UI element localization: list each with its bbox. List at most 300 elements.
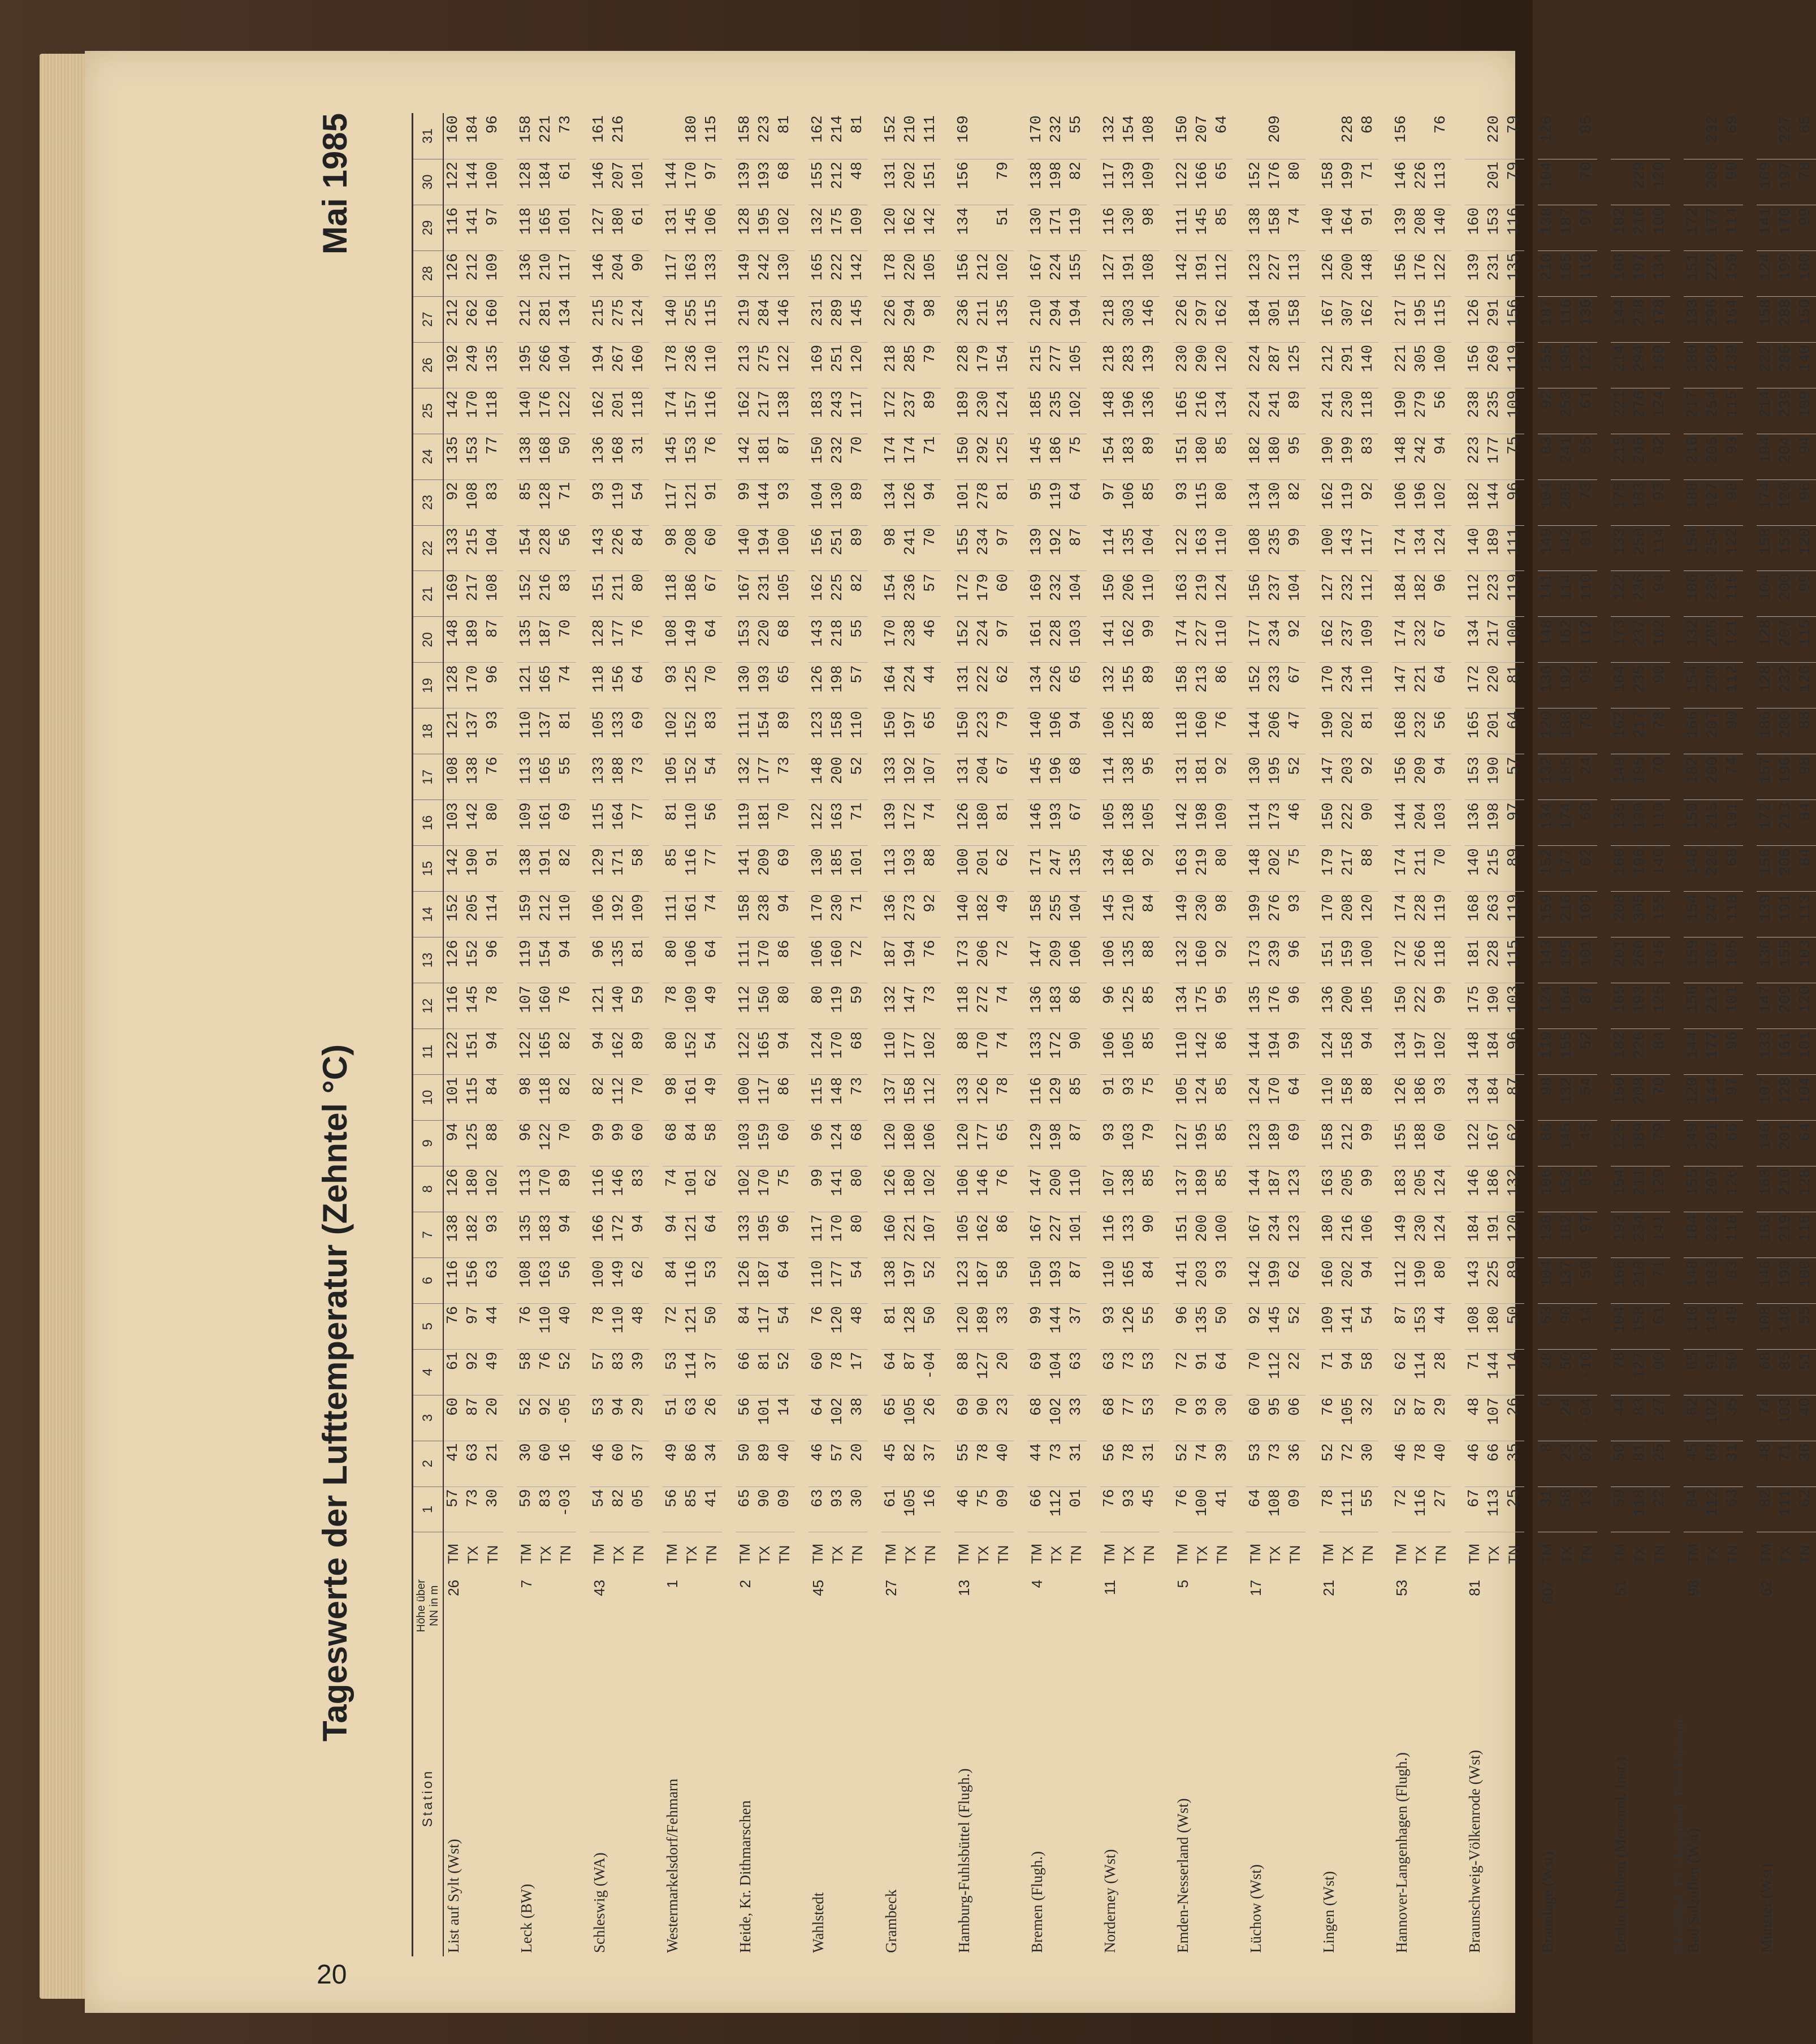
temperature-cell: 96: [1504, 479, 1524, 525]
temperature-cell: 151: [1173, 1212, 1193, 1257]
station-name: [483, 1640, 503, 1956]
day-header: 16: [413, 800, 444, 846]
temperature-cell: -04: [1577, 1395, 1597, 1441]
temperature-cell: 177: [1703, 205, 1723, 250]
temperature-cell: 65: [736, 1486, 755, 1532]
temperature-cell: 223: [755, 113, 775, 159]
temperature-cell: 180: [974, 800, 994, 846]
station-name: [1631, 1640, 1650, 1956]
temperature-cell: 94: [1796, 434, 1816, 479]
temperature-cell: 109: [848, 205, 868, 250]
temperature-cell: 165: [1120, 1257, 1140, 1303]
temperature-cell: 219: [1776, 1212, 1796, 1257]
temperature-cell: 224: [1246, 388, 1266, 434]
row-spacer: [1233, 113, 1246, 1956]
temperature-cell: 98: [881, 525, 901, 571]
temperature-cell: 81: [848, 113, 868, 159]
temperature-cell: 120: [1359, 892, 1378, 937]
station-altitude: [775, 1572, 795, 1640]
temperature-cell: 55: [1796, 1303, 1816, 1349]
temperature-cell: 81: [994, 800, 1014, 846]
value-kind: TM: [1102, 1543, 1118, 1564]
temperature-cell: 107: [1485, 1395, 1504, 1441]
row-spacer: [1743, 113, 1757, 1956]
temperature-cell: 131: [954, 663, 974, 708]
temperature-cell: 227: [1266, 250, 1286, 296]
temperature-cell: 199: [1339, 434, 1359, 479]
station-altitude: [556, 1572, 576, 1640]
temperature-cell: 221: [1412, 663, 1432, 708]
temperature-cell: 65: [775, 663, 795, 708]
temperature-cell: 194: [1757, 434, 1776, 479]
station-altitude: [1120, 1572, 1140, 1640]
station-altitude: 4: [1028, 1580, 1045, 1588]
temperature-cell: 102: [828, 1395, 848, 1441]
temperature-cell: 209: [755, 846, 775, 892]
temperature-cell: 46: [1286, 800, 1305, 846]
temperature-cell: 263: [1485, 892, 1504, 937]
table-row: [1359, 113, 1378, 1956]
temperature-cell: 237: [1339, 617, 1359, 663]
temperature-cell: 201: [1776, 1120, 1796, 1166]
temperature-cell: 140: [517, 388, 537, 434]
temperature-cell: 49: [663, 1441, 682, 1486]
temperature-cell: 212: [1703, 983, 1723, 1029]
value-kind: TN: [923, 1545, 939, 1564]
station-name: [1650, 1640, 1670, 1956]
temperature-cell: 174: [663, 388, 682, 434]
temperature-cell: 163: [828, 800, 848, 846]
day-header: 10: [413, 1074, 444, 1120]
temperature-cell: 175: [828, 205, 848, 250]
temperature-cell: 223: [1465, 434, 1485, 479]
temperature-cell: 228: [537, 525, 556, 571]
temperature-cell: 169: [1027, 571, 1047, 617]
temperature-cell: 30: [1213, 1395, 1233, 1441]
station-altitude: [1266, 1572, 1286, 1640]
temperature-cell: 106: [682, 937, 702, 983]
temperature-cell: 160: [483, 296, 503, 342]
temperature-cell: 105: [663, 754, 682, 800]
temperature-cell: 158: [736, 113, 755, 159]
temperature-cell: 133: [1757, 1029, 1776, 1075]
temperature-cell: 141: [1650, 1212, 1670, 1257]
station-altitude: [629, 1572, 649, 1640]
temperature-cell: 156: [1392, 113, 1412, 159]
temperature-cell: 124: [1193, 1074, 1213, 1120]
temperature-cell: 118: [483, 388, 503, 434]
temperature-cell: 70: [1577, 159, 1597, 205]
temperature-cell: 79: [994, 159, 1014, 205]
temperature-cell: 73: [1577, 479, 1597, 525]
day-header: 28: [413, 250, 444, 296]
temperature-cell: 217: [1392, 296, 1412, 342]
value-kind: TM: [1394, 1543, 1409, 1564]
temperature-cell: 74: [556, 663, 576, 708]
temperature-cell: 204: [609, 250, 629, 296]
temperature-cell: 105: [1140, 800, 1160, 846]
temperature-cell: 185: [828, 846, 848, 892]
station-altitude: [609, 1572, 629, 1640]
temperature-cell: 105: [1100, 800, 1120, 846]
temperature-cell: 70: [1650, 1074, 1670, 1120]
temperature-cell: 98: [1723, 479, 1743, 525]
temperature-cell: 80: [629, 571, 649, 617]
temperature-cell: 281: [537, 296, 556, 342]
temperature-cell: 88: [1140, 708, 1160, 754]
temperature-cell: 165: [1611, 983, 1631, 1029]
day-header: 22: [413, 525, 444, 571]
temperature-cell: 211: [609, 571, 629, 617]
temperature-cell: 145: [663, 434, 682, 479]
temperature-cell: 138: [1027, 159, 1047, 205]
table-row: [1319, 113, 1339, 1956]
temperature-cell: 103: [1504, 983, 1524, 1029]
temperature-cell: 40: [775, 1441, 795, 1486]
temperature-cell: 197: [901, 708, 921, 754]
temperature-cell: 119: [517, 937, 537, 983]
temperature-cell: 111: [736, 937, 755, 983]
station-altitude: [994, 1572, 1014, 1640]
temperature-cell: 154: [1100, 434, 1120, 479]
temperature-cell: 222: [1703, 1212, 1723, 1257]
temperature-cell: 152: [1558, 1166, 1577, 1212]
temperature-cell: 217: [1339, 846, 1359, 892]
temperature-cell: 02: [1577, 1441, 1597, 1486]
temperature-cell: [1684, 113, 1703, 159]
station-altitude: 5: [1174, 1580, 1191, 1588]
temperature-cell: 124: [808, 1029, 828, 1075]
station-name: [974, 1640, 994, 1956]
temperature-cell: 64: [702, 617, 722, 663]
temperature-cell: 55: [1359, 1486, 1378, 1532]
temperature-cell: 112: [736, 983, 755, 1029]
temperature-cell: 75: [1067, 434, 1087, 479]
temperature-cell: 80: [848, 1212, 868, 1257]
temperature-cell: 187: [1538, 296, 1558, 342]
temperature-cell: 105: [590, 708, 609, 754]
temperature-cell: 177: [1558, 846, 1577, 892]
temperature-cell: 212: [517, 296, 537, 342]
temperature-cell: 62: [1504, 1120, 1524, 1166]
temperature-cell: 124: [1432, 1212, 1451, 1257]
temperature-cell: 124: [1246, 1074, 1266, 1120]
temperature-cell: 84: [1650, 1029, 1670, 1075]
temperature-cell: 136: [1465, 800, 1485, 846]
temperature-cell: 163: [537, 1257, 556, 1303]
temperature-cell: 88: [1140, 937, 1160, 983]
temperature-cell: 84: [1684, 1486, 1703, 1532]
temperature-cell: 115: [1432, 296, 1451, 342]
temperature-cell: [1412, 113, 1432, 159]
temperature-cell: 142: [1558, 525, 1577, 571]
temperature-cell: 144: [1485, 1349, 1504, 1395]
temperature-cell: 102: [775, 205, 795, 250]
temperature-cell: 105: [901, 1395, 921, 1441]
temperature-cell: 117: [1100, 159, 1120, 205]
temperature-cell: 83: [1723, 1257, 1743, 1303]
temperature-cell: 56: [556, 1257, 576, 1303]
temperature-cell: 71: [848, 892, 868, 937]
temperature-cell: 142: [1193, 1029, 1213, 1075]
temperature-cell: 104: [1067, 571, 1087, 617]
station-name: [1286, 1640, 1305, 1956]
station-name: [901, 1640, 921, 1956]
temperature-cell: 195: [755, 1212, 775, 1257]
temperature-cell: 140: [1650, 846, 1670, 892]
temperature-cell: 113: [881, 846, 901, 892]
temperature-cell: 89: [1504, 1257, 1524, 1303]
temperature-cell: 116: [1100, 1212, 1120, 1257]
temperature-cell: 44: [1027, 1441, 1047, 1486]
temperature-cell: 174: [1392, 892, 1412, 937]
temperature-cell: -10: [1577, 1349, 1597, 1395]
temperature-cell: 59: [517, 1486, 537, 1532]
temperature-cell: 121: [682, 1303, 702, 1349]
temperature-cell: 224: [1047, 250, 1067, 296]
temperature-cell: 133: [1684, 296, 1703, 342]
temperature-cell: 76: [1319, 1395, 1339, 1441]
temperature-cell: 158: [517, 113, 537, 159]
temperature-cell: 116: [1577, 250, 1597, 296]
temperature-cell: 56: [702, 800, 722, 846]
temperature-cell: 123: [808, 708, 828, 754]
temperature-cell: 214: [828, 113, 848, 159]
temperature-cell: 101: [1067, 1212, 1087, 1257]
temperature-cell: 148: [1684, 1257, 1703, 1303]
table-row: [464, 113, 483, 1956]
temperature-cell: 134: [1173, 983, 1193, 1029]
temperature-cell: 184: [537, 159, 556, 205]
temperature-cell: 116: [682, 846, 702, 892]
temperature-cell: 160: [1465, 205, 1485, 250]
temperature-cell: 102: [483, 1166, 503, 1212]
temperature-cell: 255: [1047, 892, 1067, 937]
temperature-cell: 39: [629, 1349, 649, 1395]
table-row: [1558, 113, 1577, 1956]
temperature-cell: 232: [1703, 113, 1723, 159]
temperature-cell: 60: [443, 1395, 464, 1441]
temperature-cell: 97: [464, 1303, 483, 1349]
temperature-cell: 117: [1359, 525, 1378, 571]
temperature-cell: 99: [1286, 1029, 1305, 1075]
temperature-cell: 221: [1611, 388, 1631, 434]
temperature-cell: 183: [537, 1212, 556, 1257]
altitude-header: Höhe über NN in m: [413, 1572, 444, 1640]
temperature-cell: 133: [590, 754, 609, 800]
temperature-cell: 125: [1650, 983, 1670, 1029]
temperature-cell: 184: [1246, 296, 1266, 342]
temperature-cell: 143: [590, 525, 609, 571]
temperature-cell: 117: [663, 479, 682, 525]
temperature-cell: 226: [1047, 663, 1067, 708]
row-spacer: [649, 113, 663, 1956]
temperature-cell: 145: [1193, 205, 1213, 250]
temperature-cell: 209: [1412, 754, 1432, 800]
temperature-cell: 97: [994, 525, 1014, 571]
row-spacer: [503, 113, 517, 1956]
value-kind: TX: [1632, 1546, 1648, 1564]
temperature-cell: 144: [1703, 1074, 1723, 1120]
temperature-cell: 85: [1213, 1120, 1233, 1166]
temperature-cell: 93: [1100, 1120, 1120, 1166]
temperature-cell: 83: [537, 1486, 556, 1532]
temperature-cell: 108: [663, 617, 682, 663]
temperature-cell: 216: [1684, 434, 1703, 479]
temperature-cell: 220: [1485, 663, 1504, 708]
temperature-cell: 170: [1266, 1074, 1286, 1120]
temperature-cell: 204: [974, 754, 994, 800]
temperature-cell: 106: [808, 937, 828, 983]
temperature-cell: 70: [1246, 1349, 1266, 1395]
temperature-cell: 103: [1432, 800, 1451, 846]
station-altitude: 7: [518, 1580, 535, 1588]
temperature-cell: 82: [1286, 479, 1305, 525]
temperature-cell: 69: [1723, 113, 1743, 159]
temperature-cell: 72: [1173, 1349, 1193, 1395]
temperature-cell: 237: [1266, 571, 1286, 617]
temperature-cell: 78: [1120, 1441, 1140, 1486]
day-header: 24: [413, 434, 444, 479]
temperature-cell: 55: [556, 754, 576, 800]
temperature-cell: 130: [828, 479, 848, 525]
temperature-cell: 94: [1359, 1257, 1378, 1303]
temperature-cell: 218: [1100, 296, 1120, 342]
temperature-cell: 93: [663, 663, 682, 708]
row-spacer: [1087, 113, 1100, 1956]
temperature-cell: 165: [1173, 388, 1193, 434]
station-name: [464, 1640, 483, 1956]
temperature-cell: 122: [517, 1029, 537, 1075]
temperature-cell: 57: [921, 571, 941, 617]
temperature-cell: 195: [517, 342, 537, 388]
temperature-cell: 110: [1100, 1257, 1120, 1303]
station-altitude: [1339, 1572, 1359, 1640]
table-row: [702, 113, 722, 1956]
temperature-cell: 121: [517, 663, 537, 708]
temperature-cell: 175: [1193, 983, 1213, 1029]
temperature-cell: 193: [755, 159, 775, 205]
temperature-cell: 276: [1631, 388, 1650, 434]
temperature-cell: 63: [1723, 1486, 1743, 1532]
temperature-cell: 92: [443, 479, 464, 525]
temperature-cell: 88: [483, 1120, 503, 1166]
temperature-cell: 211: [1631, 1166, 1650, 1212]
temperature-cell: 111: [1504, 525, 1524, 571]
temperature-cell: 195: [1193, 1120, 1213, 1166]
temperature-cell: 58: [517, 1349, 537, 1395]
temperature-cell: 122: [775, 342, 795, 388]
temperature-cell: 116: [682, 1257, 702, 1303]
temperature-cell: 134: [1538, 800, 1558, 846]
temperature-cell: 6: [1538, 1395, 1558, 1441]
temperature-cell: 103: [1067, 617, 1087, 663]
temperature-cell: 166: [1611, 1257, 1631, 1303]
temperature-cell: 140: [1796, 342, 1816, 388]
temperature-cell: 57: [848, 663, 868, 708]
temperature-cell: 210: [1538, 250, 1558, 296]
temperature-cell: 234: [1339, 663, 1359, 708]
temperature-cell: 182: [1465, 479, 1485, 525]
temperature-cell: 50: [1558, 1349, 1577, 1395]
temperature-cell: 70: [921, 525, 941, 571]
value-kind: TX: [465, 1546, 481, 1564]
temperature-cell: 190: [1412, 1257, 1432, 1303]
temperature-cell: 197: [901, 1257, 921, 1303]
temperature-cell: 183: [808, 388, 828, 434]
temperature-cell: 170: [881, 617, 901, 663]
temperature-cell: 177: [974, 1120, 994, 1166]
temperature-cell: 96: [1286, 937, 1305, 983]
temperature-cell: 115: [1723, 571, 1743, 617]
temperature-cell: 222: [1757, 342, 1776, 388]
table-row: [682, 113, 702, 1956]
temperature-cell: 169: [443, 571, 464, 617]
temperature-cell: 88: [1359, 846, 1378, 892]
temperature-cell: 296: [1703, 296, 1723, 342]
table-row: [1246, 113, 1266, 1956]
temperature-cell: 130: [1027, 205, 1047, 250]
day-header: 19: [413, 663, 444, 708]
temperature-cell: 100: [1213, 1212, 1233, 1257]
value-kind: TX: [1122, 1546, 1138, 1564]
temperature-cell: 85: [663, 846, 682, 892]
temperature-cell: 98: [1796, 754, 1816, 800]
temperature-cell: 151: [590, 571, 609, 617]
temperature-cell: 76: [702, 434, 722, 479]
temperature-cell: 93: [483, 708, 503, 754]
temperature-cell: 134: [1650, 250, 1670, 296]
temperature-cell: 107: [1757, 1074, 1776, 1120]
temperature-cell: 183: [1392, 1166, 1412, 1212]
temperature-cell: 119: [828, 983, 848, 1029]
temperature-cell: 79: [994, 708, 1014, 754]
temperature-cell: 112: [1392, 1257, 1412, 1303]
temperature-cell: 163: [1193, 525, 1213, 571]
temperature-cell: 69: [954, 1395, 974, 1441]
temperature-cell: 90: [1723, 708, 1743, 754]
temperature-cell: 120: [954, 1303, 974, 1349]
temperature-cell: 194: [590, 342, 609, 388]
temperature-cell: 80: [663, 937, 682, 983]
temperature-cell: 180: [901, 1120, 921, 1166]
row-spacer: [722, 113, 736, 1956]
temperature-cell: 230: [1703, 571, 1723, 617]
temperature-cell: 149: [1611, 754, 1631, 800]
temperature-cell: 96: [1796, 479, 1816, 525]
temperature-cell: 81: [556, 708, 576, 754]
temperature-cell: 75: [1140, 1074, 1160, 1120]
temperature-cell: 88: [954, 1349, 974, 1395]
temperature-cell: 90: [1558, 1303, 1577, 1349]
temperature-cell: 100: [1432, 342, 1451, 388]
temperature-cell: 119: [1432, 892, 1451, 937]
temperature-cell: 109: [1577, 892, 1597, 937]
table-row: [1465, 113, 1485, 1956]
temperature-cell: 236: [682, 342, 702, 388]
temperature-cell: 150: [954, 434, 974, 479]
temperature-cell: 150: [755, 983, 775, 1029]
temperature-cell: 53: [702, 1257, 722, 1303]
temperature-cell: 186: [1757, 708, 1776, 754]
temperature-cell: 138: [517, 846, 537, 892]
temperature-cell: 81: [1631, 1441, 1650, 1486]
temperature-cell: 100: [1796, 1257, 1816, 1303]
temperature-cell: 170: [464, 388, 483, 434]
temperature-cell: 174: [881, 434, 901, 479]
temperature-cell: 59: [848, 983, 868, 1029]
temperature-cell: 232: [1412, 708, 1432, 754]
